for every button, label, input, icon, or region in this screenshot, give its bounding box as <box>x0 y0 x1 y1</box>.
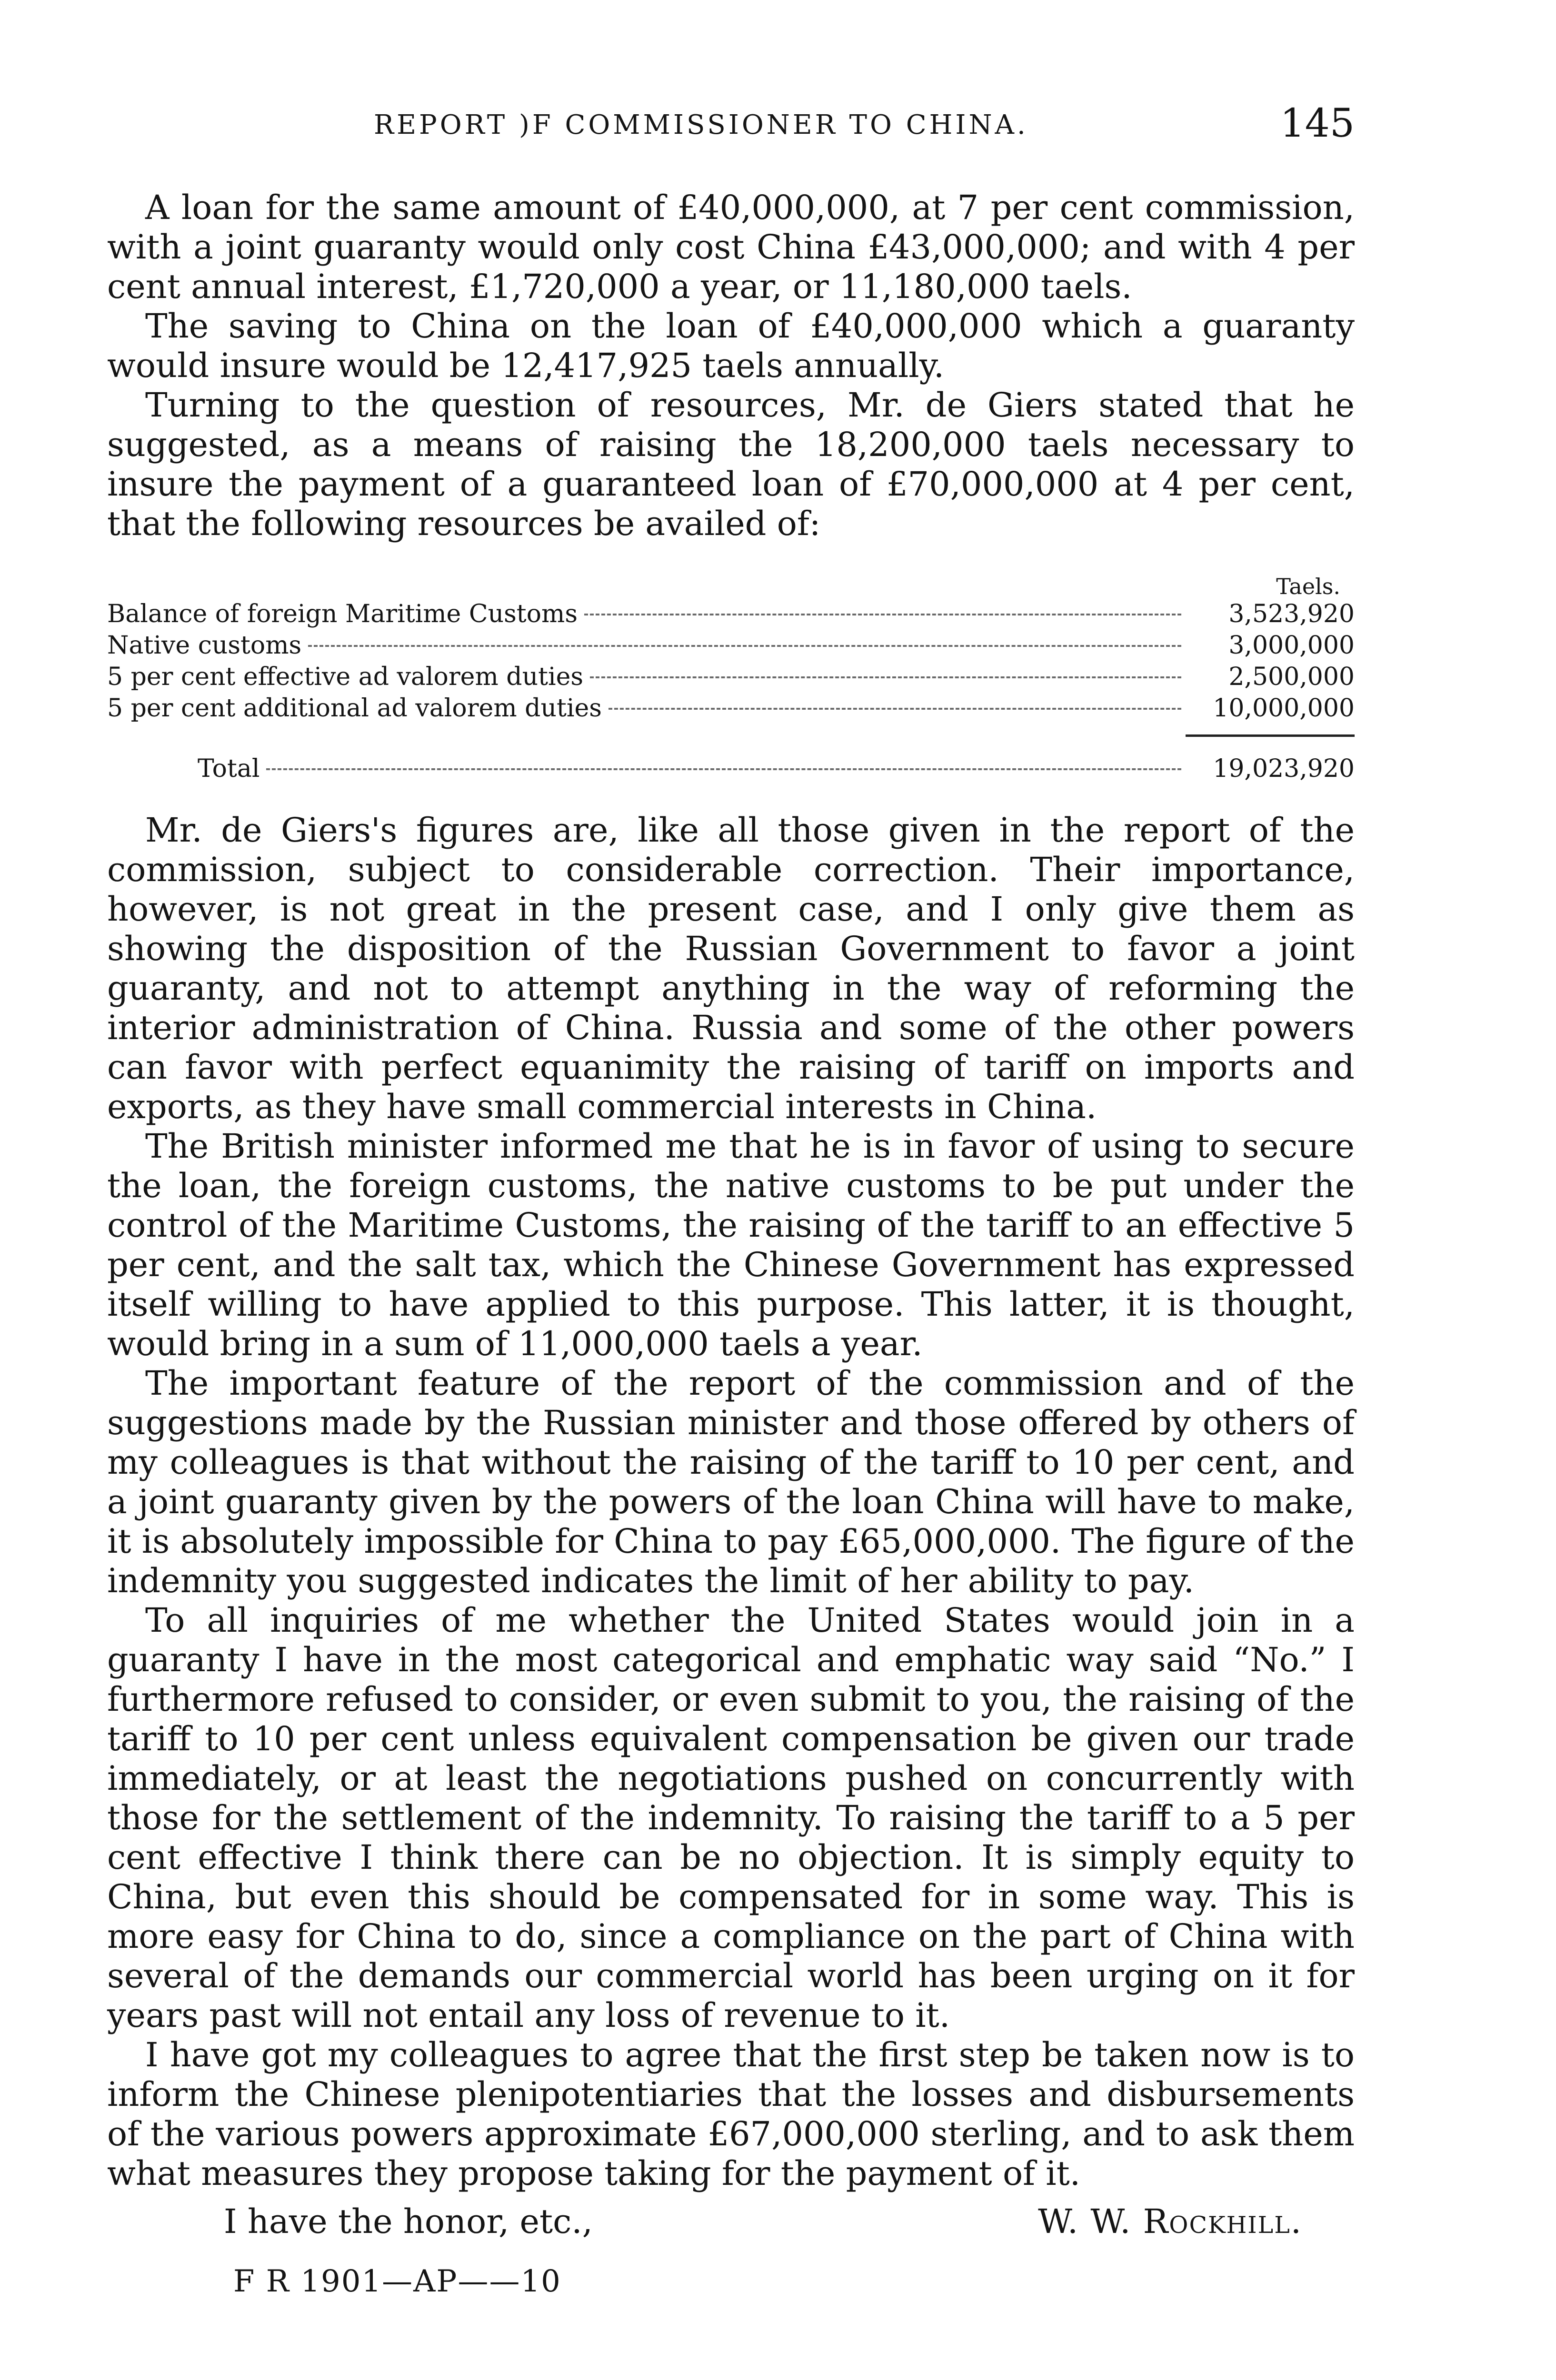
paragraph: To all inquiries of me whether the United States would join in a guaranty I have in the most categorical and emphatic way said “No.” I furthermore refused to consider, or even submit to you, the raising of the tariff to 10 per cent unless equivalent compensation be given our trade immediately, or at least the negotiations pushed on concurrently with those for the settlement of the indemnity. To raising the tariff to a 5 per cent effective I think there can be no objection. It is simply equity to China, but even this should be compensated for in some way. This is more easy for China to do, since a compliance on the part of China with several of the demands our commercial world has been urging on it for years past will not entail any loss of revenue to it. <box>107 1601 1355 2035</box>
paragraph: The British minister informed me that he is in favor of using to secure the loan, the foreign customs, the native customs to be put under the control of the Maritime Customs, the raising of the tariff to an effective 5 per cent, and the salt tax, which the Chinese Government has expressed itself willing to have applied to this purpose. This latter, it is thought, would bring in a sum of 11,000,000 taels a year. <box>107 1127 1355 1363</box>
row-label: Balance of foreign Maritime Customs <box>107 600 578 628</box>
row-label: 5 per cent additional ad valorem duties <box>107 694 602 723</box>
paragraph: The saving to China on the loan of £40,000,000 which a guaranty would insure would be 12,417,925 taels annually. <box>107 307 1355 385</box>
row-amount: 3,523,920 <box>1228 600 1355 628</box>
signature-mark: F R 1901—AP——10 <box>233 2264 561 2299</box>
dot-leader <box>266 768 1181 770</box>
row-label: Native customs <box>107 631 302 660</box>
total-rule <box>1186 734 1355 737</box>
closing-salutation: I have the honor, etc., <box>224 2202 593 2241</box>
resources-table <box>107 575 1355 784</box>
total-amount: 19,023,920 <box>1213 754 1355 783</box>
table-row <box>107 661 1355 693</box>
table-total-row <box>107 753 1355 784</box>
document-body <box>107 188 1355 2299</box>
dot-leader <box>608 708 1181 710</box>
dot-leader <box>590 676 1181 678</box>
dot-leader <box>308 645 1181 647</box>
signature: W. W. Rockhill. <box>1038 2202 1302 2241</box>
table-row <box>107 598 1355 630</box>
row-amount: 2,500,000 <box>1228 663 1355 691</box>
total-label: Total <box>198 754 260 783</box>
page-number: 145 <box>1280 101 1355 146</box>
row-amount: 10,000,000 <box>1213 694 1355 723</box>
paragraph: A loan for the same amount of £40,000,000, at 7 per cent commission, with a joint guaranty would only cost China £43,000,000; and with 4 per cent annual interest, £1,720,000 a year, or 11,180,000 taels. <box>107 188 1355 306</box>
paragraph: The important feature of the report of the commission and of the suggestions made by the Russian minister and those offered by others of my colleagues is that without the raising of the tariff to 10 per cent, and a joint guaranty given by the powers of the loan China will have to make, it is absolutely impossible for China to pay £65,000,000. The figure of the indemnity you suggested indicates the limit of her ability to pay. <box>107 1364 1355 1600</box>
paragraph: I have got my colleagues to agree that the first step be taken now is to inform the Chinese plenipotentiaries that the losses and disbursements of the various powers approximate £67,000,000 sterling, and to ask them what measures they propose taking for the payment of it. <box>107 2035 1355 2193</box>
table-row <box>107 693 1355 724</box>
closing <box>107 2202 1355 2245</box>
dot-leader <box>584 614 1181 615</box>
paragraph: Turning to the question of resources, Mr. de Giers stated that he suggested, as a means of raising the 18,200,000 taels necessary to insure the payment of a guaranteed loan of £70,000,000 at 4 per cent, that the following resources be availed of: <box>107 386 1355 543</box>
row-label: 5 per cent effective ad valorem duties <box>107 663 584 691</box>
row-amount: 3,000,000 <box>1228 631 1355 660</box>
paragraph: Mr. de Giers's figures are, like all those given in the report of the commission, subject to considerable correction. Their importance, however, is not great in the present case, and I only give them as showing the disposition of the Russian Government to favor a joint guaranty, and not to attempt anything in the way of reforming the interior administration of China. Russia and some of the other powers can favor with perfect equanimity the raising of tariff on imports and exports, as they have small commercial interests in China. <box>107 811 1355 1126</box>
running-title: REPORT )F COMMISSIONER TO CHINA. <box>374 109 1028 140</box>
running-head <box>107 101 1355 149</box>
table-units-label: Taels. <box>1276 574 1340 599</box>
table-row <box>107 630 1355 661</box>
